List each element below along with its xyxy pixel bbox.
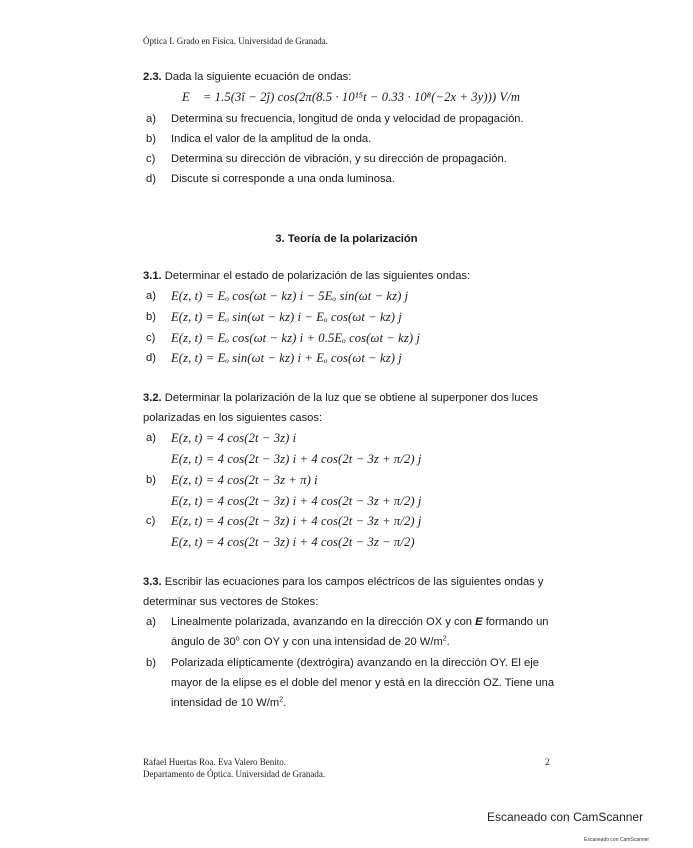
item-equation: E(z, t) = Eₒ sin(ωt − kz) i + Eₒ cos(ωt − kz) j <box>171 351 402 365</box>
degree-symbol: o <box>235 635 240 643</box>
item-equation: E(z, t) = 4 cos(2t − 3z) i <box>171 431 297 445</box>
vector-e-symbol: E <box>475 616 483 628</box>
item-label: c) <box>146 153 156 165</box>
item-label: b) <box>146 133 156 145</box>
item-text: Polarizada elípticamente (dextrógira) avanzando en la dirección OY. El eje <box>171 657 539 669</box>
item-label: d) <box>146 173 156 185</box>
problem-number: 3.2. <box>143 392 162 404</box>
exponent: 2 <box>442 635 447 643</box>
problem-3-3-intro <box>143 576 543 588</box>
intro-text: Determinar el estado de polarización de las siguientes ondas: <box>164 270 471 282</box>
item-text-part: . <box>283 697 287 709</box>
problem-3-1-intro <box>143 270 470 282</box>
camscanner-watermark: Escaneado con CamScanner <box>487 810 644 824</box>
item-equation: E(z, t) = Eₒ cos(ωt − kz) i − 5Eₒ sin(ωt − kz) j <box>171 289 409 303</box>
problem-2-3-intro <box>143 71 351 83</box>
section-title: 3. Teoría de la polarización <box>275 233 418 245</box>
item-label: a) <box>146 113 156 125</box>
item-text: mayor de la elipse es el doble del menor y está en la dirección OZ. Tiene una <box>171 677 555 689</box>
intro-text: Dada la siguiente ecuación de ondas: <box>164 71 352 83</box>
page-number: 2 <box>545 757 550 767</box>
problem-number: 3.1. <box>143 270 162 282</box>
problem-3-2-intro <box>143 392 538 404</box>
item-equation: E(z, t) = 4 cos(2t − 3z + π) i <box>171 473 318 487</box>
item-label: b) <box>146 657 156 669</box>
page-header: Óptica I. Grado en Física. Universidad de Granada. <box>143 36 328 46</box>
item-text <box>171 636 450 648</box>
item-equation: E(z, t) = 4 cos(2t − 3z) i + 4 cos(2t − 3z + π/2) j <box>171 514 422 528</box>
problem-number: 3.3. <box>143 576 162 588</box>
item-text-part: con OY y con una intensidad de 20 W/m <box>239 636 443 648</box>
item-label: b) <box>146 474 156 486</box>
intro-text: Escribir las ecuaciones para los campos eléctricos de las siguientes ondas y <box>164 576 544 588</box>
camscanner-watermark-small: Escaneado con CamScanner <box>584 837 650 843</box>
item-text: Discute si corresponde a una onda luminosa. <box>171 173 395 185</box>
item-equation: E(z, t) = Eₒ sin(ωt − kz) i − Eₒ cos(ωt − kz) j <box>171 310 402 324</box>
item-text-part: intensidad de 10 W/m <box>171 697 280 709</box>
item-label: c) <box>146 332 156 344</box>
wave-equation: E⃗ = 1.5(3î − 2ĵ) cos(2π(8.5 · 10¹⁵t − 0.33 · 10⁸(−2x + 3y))) V/m <box>182 90 521 104</box>
intro-text-continued: determinar sus vectores de Stokes: <box>143 596 319 608</box>
item-text-part: formando un <box>485 616 549 628</box>
item-text: Determina su dirección de vibración, y su dirección de propagación. <box>171 153 507 165</box>
item-text-part: ángulo de 30 <box>171 636 236 648</box>
problem-number: 2.3. <box>143 71 162 83</box>
item-label: a) <box>146 290 156 302</box>
item-label: b) <box>146 311 156 323</box>
intro-text: Determinar la polarización de la luz que se obtiene al superponer dos luces <box>164 392 538 404</box>
item-text <box>171 616 549 628</box>
footer-authors: Rafael Huertas Roa. Eva Valero Benito. <box>143 757 287 767</box>
item-label: d) <box>146 352 156 364</box>
item-label: a) <box>146 432 156 444</box>
item-text-part: Linealmente polarizada, avanzando en la dirección OX y con <box>171 616 473 628</box>
exponent: 2 <box>279 696 284 704</box>
item-text: Determina su frecuencia, longitud de onda y velocidad de propagación. <box>171 113 524 125</box>
item-text: Indica el valor de la amplitud de la onda. <box>171 133 372 145</box>
footer-department: Departamento de Óptica. Universidad de Granada. <box>143 769 326 779</box>
item-text <box>171 697 286 709</box>
item-equation: E(z, t) = 4 cos(2t − 3z) i + 4 cos(2t − 3z − π/2) <box>171 535 415 549</box>
item-equation: E(z, t) = Eₒ cos(ωt − kz) i + 0.5Eₒ cos(ωt − kz) j <box>171 331 420 345</box>
item-label: c) <box>146 515 156 527</box>
intro-text-continued: polarizadas en los siguientes casos: <box>143 412 323 424</box>
item-equation: E(z, t) = 4 cos(2t − 3z) i + 4 cos(2t − 3z + π/2) j <box>171 494 422 508</box>
item-text-part: . <box>446 636 450 648</box>
item-label: a) <box>146 616 156 628</box>
item-equation: E(z, t) = 4 cos(2t − 3z) i + 4 cos(2t − 3z + π/2) j <box>171 452 422 466</box>
